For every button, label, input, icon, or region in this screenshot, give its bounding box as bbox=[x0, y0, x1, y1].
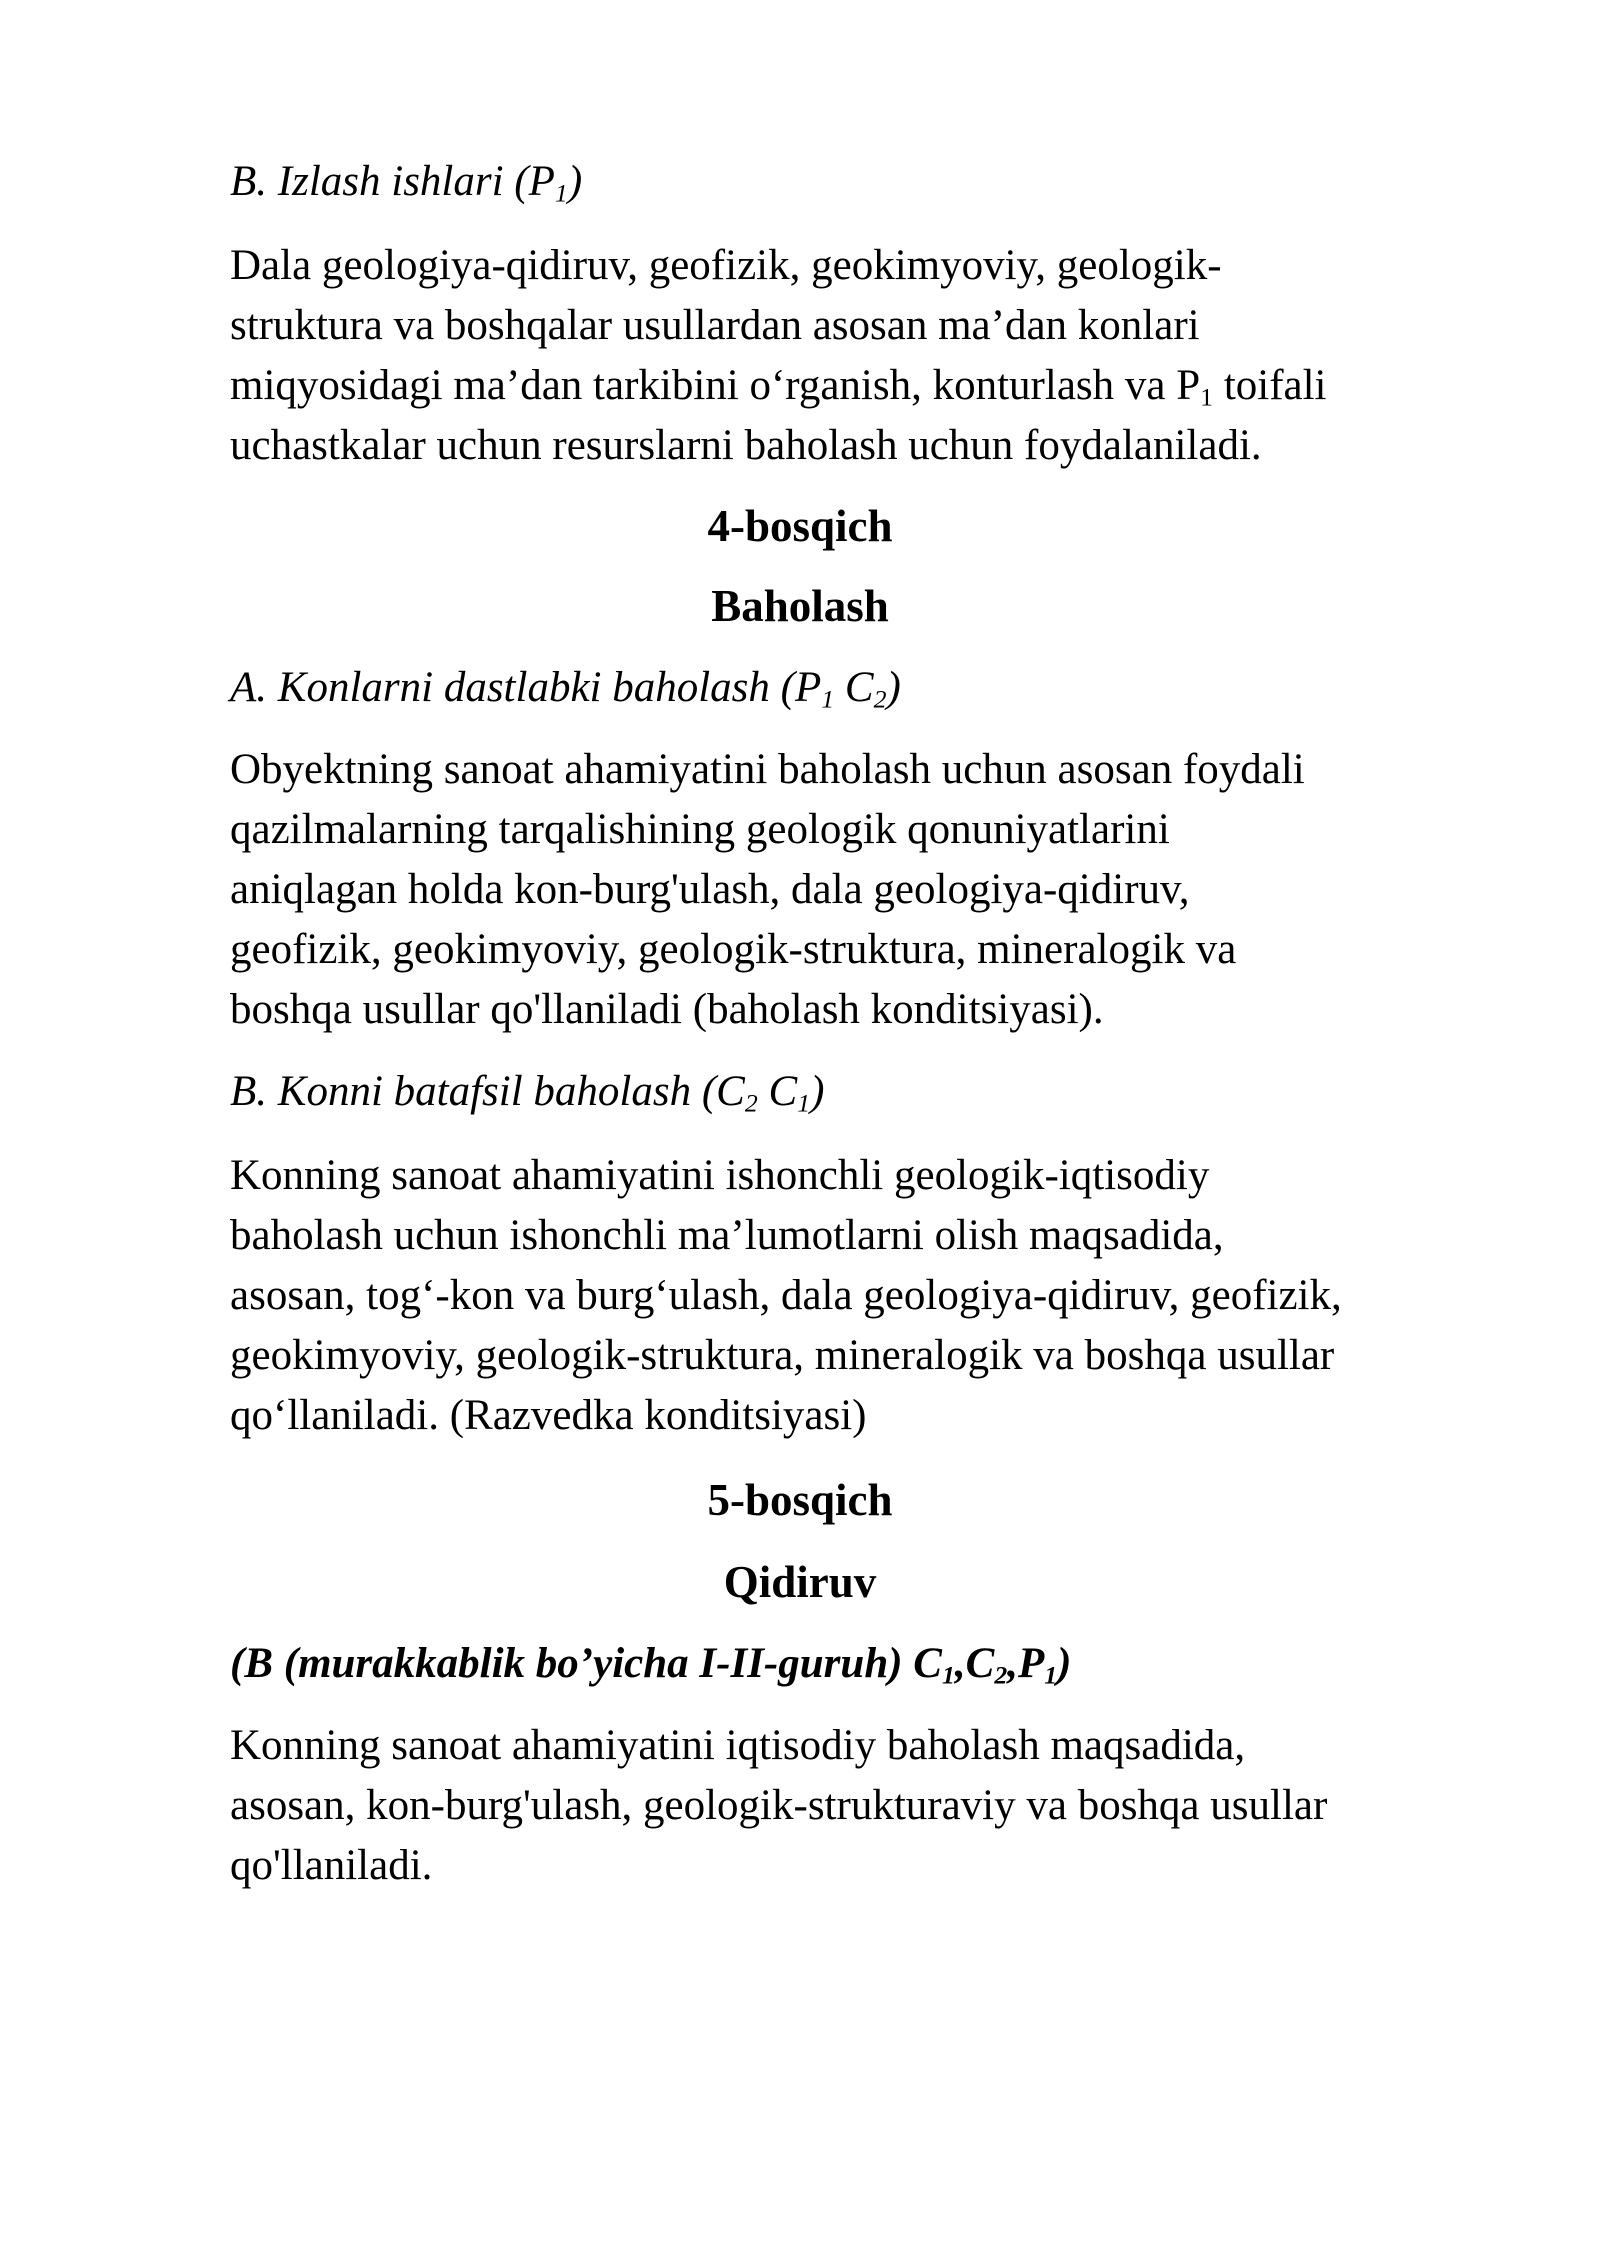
subsection-heading-b-konni bbox=[230, 1062, 1500, 1122]
stage-4-number: 4-bosqich bbox=[707, 501, 893, 551]
paragraph-line: baholash uchun ishonchli ma’lumotlarni olish maqsadida, bbox=[230, 1212, 1224, 1259]
subscript: 1 bbox=[797, 1088, 811, 1118]
stage-4-title: Baholash bbox=[711, 581, 889, 631]
subscript: 1 bbox=[1044, 1660, 1058, 1690]
paragraph-line: uchastkalar uchun resurslarni baholash uchun foydalaniladi. bbox=[230, 422, 1262, 469]
paragraph-line: asosan, kon-burg'ulash, geologik-strukturaviy va boshqa usullar bbox=[230, 1782, 1328, 1829]
paragraph-line: geokimyoviy, geologik-struktura, mineralogik va boshqa usullar bbox=[230, 1332, 1335, 1379]
paragraph-line: Konning sanoat ahamiyatini iqtisodiy baholash maqsadida, bbox=[230, 1722, 1246, 1769]
heading-text: B. Izlash ishlari (P bbox=[230, 158, 555, 205]
paragraph-baholash bbox=[230, 740, 1500, 1040]
paragraph-line: qazilmalarning tarqalishining geologik qonuniyatlarini bbox=[230, 806, 1170, 853]
heading-text: C bbox=[834, 664, 874, 711]
subscript: 1 bbox=[554, 178, 568, 208]
paragraph-qidiruv bbox=[230, 1716, 1500, 1896]
subscript: 2 bbox=[994, 1660, 1008, 1690]
paragraph-line bbox=[230, 356, 1500, 416]
line-text: miqyosidagi ma’dan tarkibini o‘rganish, konturlash va P bbox=[230, 362, 1201, 409]
subsection-heading-b-izlash bbox=[230, 152, 1500, 212]
stage-5-number: 5-bosqich bbox=[707, 1475, 893, 1525]
subscript: 1 bbox=[941, 1660, 955, 1690]
paragraph-line: qo‘llaniladi. (Razvedka konditsiyasi) bbox=[230, 1392, 867, 1439]
subscript: 2 bbox=[744, 1088, 758, 1118]
paragraph-line: qo'llaniladi. bbox=[230, 1842, 433, 1889]
subscript: 2 bbox=[873, 684, 887, 714]
paragraph-line: asosan, tog‘-kon va burg‘ulash, dala geologiya-qidiruv, geofizik, bbox=[230, 1272, 1342, 1319]
subscript: 1 bbox=[1200, 382, 1214, 412]
subscript: 1 bbox=[821, 684, 835, 714]
paragraph-line: boshqa usullar qo'llaniladi (baholash konditsiyasi). bbox=[230, 986, 1104, 1033]
heading-text: B. Konni batafsil baholash (C bbox=[230, 1068, 745, 1115]
heading-text: ,C bbox=[954, 1640, 995, 1687]
paragraph-line: Obyektning sanoat ahamiyatini baholash uchun asosan foydali bbox=[230, 746, 1305, 793]
paragraph-line: geofizik, geokimyoviy, geologik-struktura, mineralogik va bbox=[230, 926, 1237, 973]
heading-text: ) bbox=[810, 1068, 825, 1115]
heading-text: C bbox=[757, 1068, 798, 1115]
paragraph-izlash bbox=[230, 236, 1500, 476]
paragraph-line: aniqlagan holda kon-burg'ulash, dala geologiya-qidiruv, bbox=[230, 866, 1190, 913]
heading-text: ) bbox=[567, 158, 583, 205]
subsection-heading-a-konlarni bbox=[230, 658, 1500, 718]
paragraph-line: Dala geologiya-qidiruv, geofizik, geokimyoviy, geologik- bbox=[230, 242, 1222, 289]
paragraph-batafsil bbox=[230, 1146, 1500, 1446]
heading-text: (B (murakkablik bo’yicha I-II-guruh) C bbox=[230, 1640, 942, 1687]
line-text: toifali bbox=[1213, 362, 1327, 409]
subsection-heading-b-murakkab bbox=[230, 1634, 1500, 1694]
heading-text: ) bbox=[1057, 1640, 1072, 1687]
heading-text: ,P bbox=[1007, 1640, 1045, 1687]
paragraph-line: struktura va boshqalar usullardan asosan ma’dan konlari bbox=[230, 302, 1200, 349]
stage-5-title: Qidiruv bbox=[723, 1557, 877, 1607]
heading-text: A. Konlarni dastlabki baholash (P bbox=[230, 664, 822, 711]
paragraph-line: Konning sanoat ahamiyatini ishonchli geologik-iqtisodiy bbox=[230, 1152, 1210, 1199]
heading-text: ) bbox=[886, 664, 901, 711]
